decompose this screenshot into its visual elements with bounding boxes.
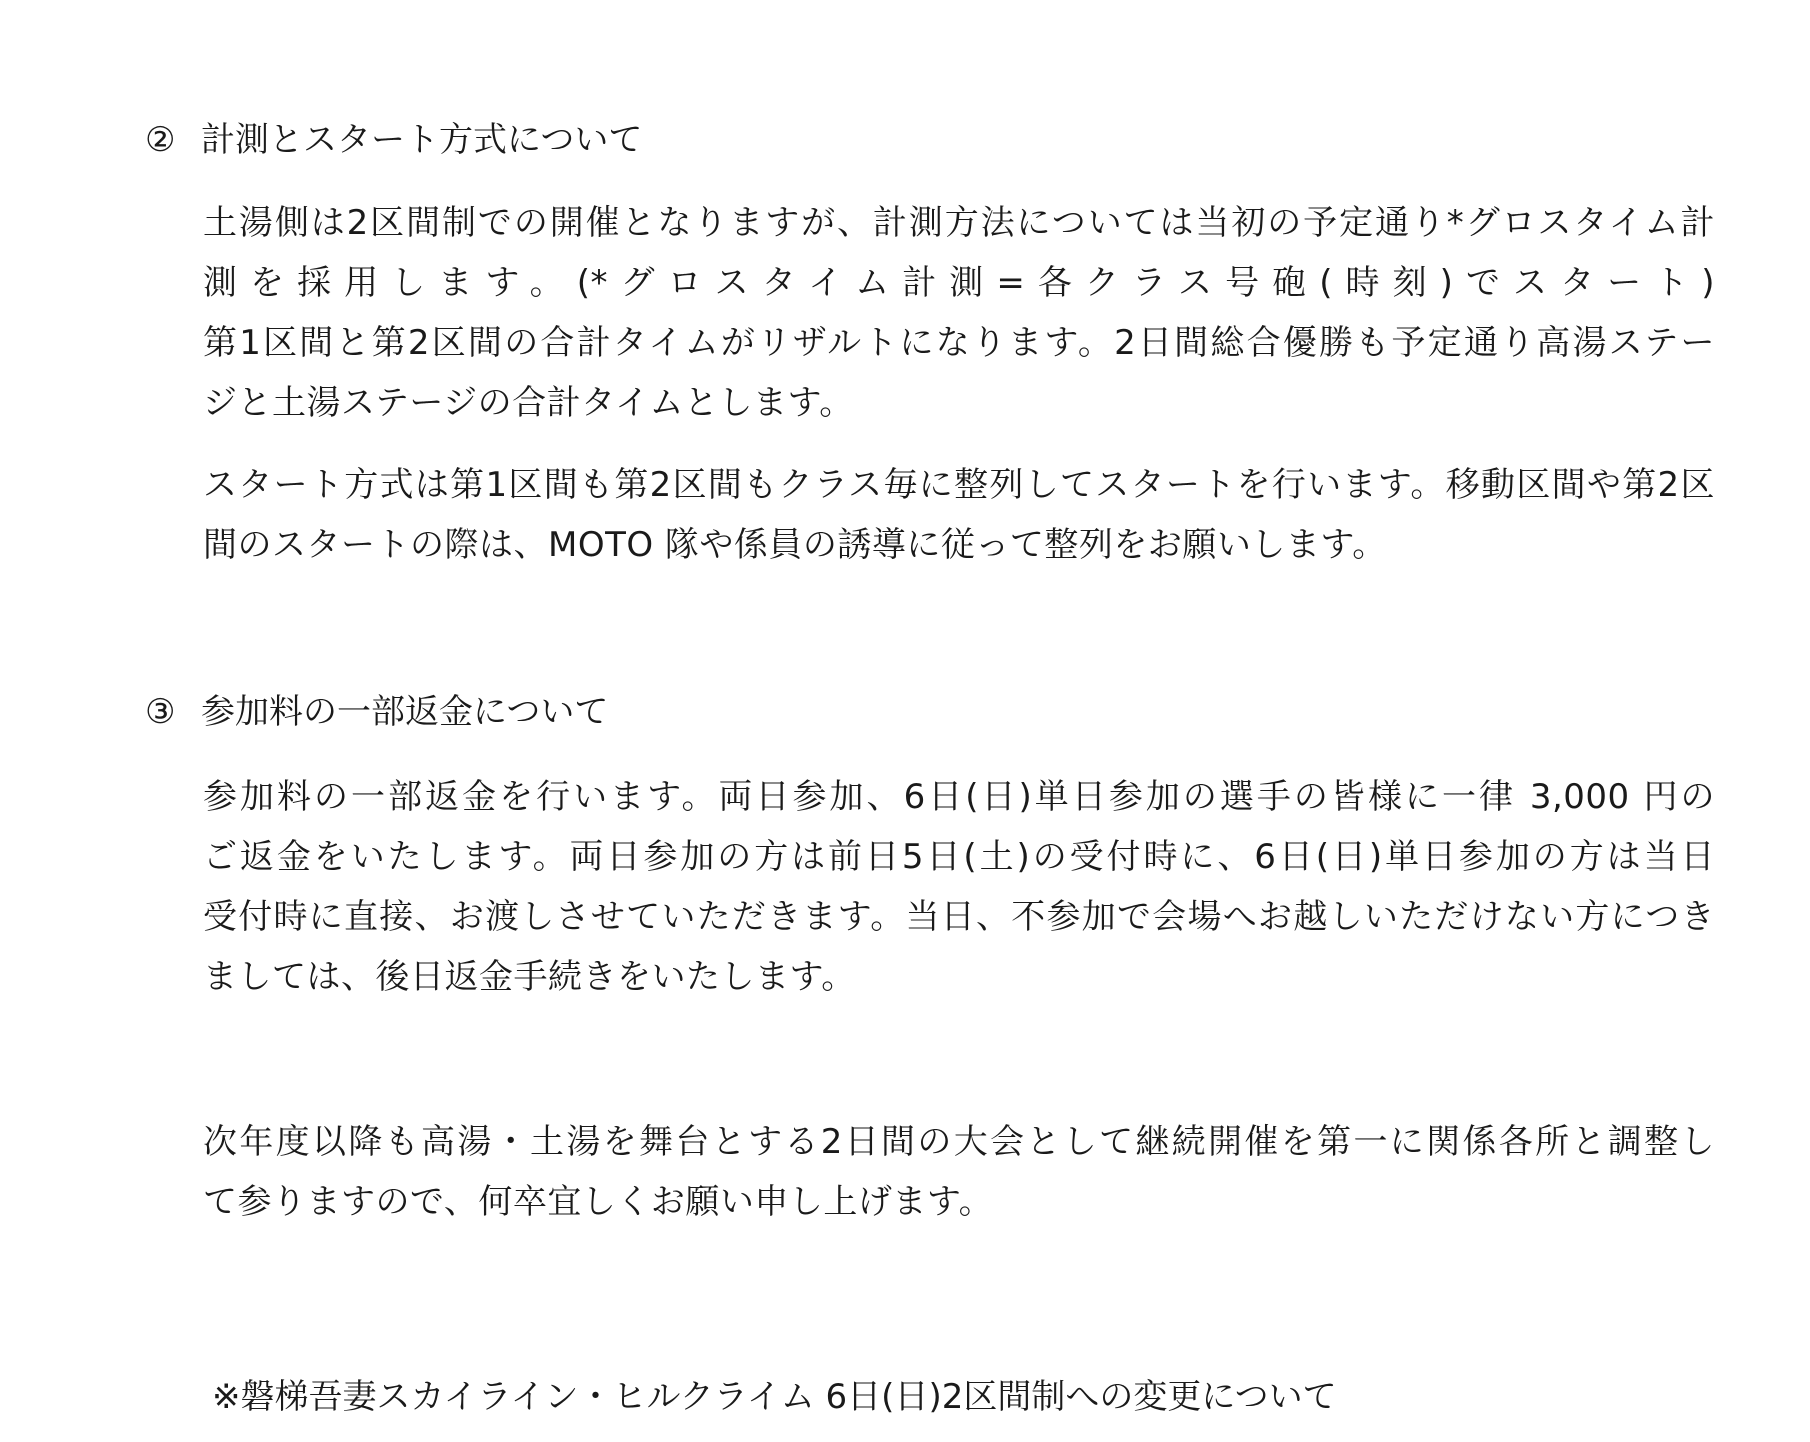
closing-paragraph: [203, 1112, 1715, 1232]
section-2-heading: [145, 120, 642, 160]
text-line: 参加料の一部返金を行います。両日参加、6日(日)単日参加の選手の皆様に一律 3,000 円の: [203, 777, 1715, 817]
text-line: 次年度以降も高湯・土湯を舞台とする2日間の大会として継続開催を第一に関係各所と調整し: [203, 1122, 1715, 1162]
section-3-heading: [145, 692, 608, 732]
section-3-number: ③: [145, 692, 176, 732]
text-line: スタート方式は第1区間も第2区間もクラス毎に整列してスタートを行います。移動区間や第2区: [203, 465, 1715, 505]
section-3-paragraph-1: [203, 767, 1715, 1007]
text-line: 測を採用します。(*グロスタイム計測=各クラス号砲(時刻)でスタート): [203, 263, 1715, 303]
text-line: 土湯側は2区間制での開催となりますが、計測方法については当初の予定通り*グロスタイム計: [203, 203, 1715, 243]
section-2-paragraph-1: [203, 193, 1715, 433]
section-2-title: 計測とスタート方式について: [201, 120, 643, 160]
text-line: て参りますので、何卒宜しくお願い申し上げます。: [203, 1182, 994, 1222]
section-2-number: ②: [145, 120, 176, 160]
section-2-paragraph-2: [203, 455, 1715, 575]
section-3-title: 参加料の一部返金について: [201, 692, 609, 732]
text-line: 間のスタートの際は、MOTO 隊や係員の誘導に従って整列をお願いします。: [203, 525, 1387, 565]
text-line: ご返金をいたします。両日参加の方は前日5日(土)の受付時に、6日(日)単日参加の方は当日: [203, 837, 1715, 877]
text-line: ジと土湯ステージの合計タイムとします。: [203, 383, 854, 423]
footer-note: ※磐梯吾妻スカイライン・ヒルクライム 6日(日)2区間制への変更について: [212, 1377, 1337, 1417]
text-line: 受付時に直接、お渡しさせていただきます。当日、不参加で会場へお越しいただけない方につき: [203, 897, 1715, 937]
text-line: ましては、後日返金手続きをいたします。: [203, 957, 856, 997]
text-line: 第1区間と第2区間の合計タイムがリザルトになります。2日間総合優勝も予定通り高湯ステー: [203, 323, 1715, 363]
